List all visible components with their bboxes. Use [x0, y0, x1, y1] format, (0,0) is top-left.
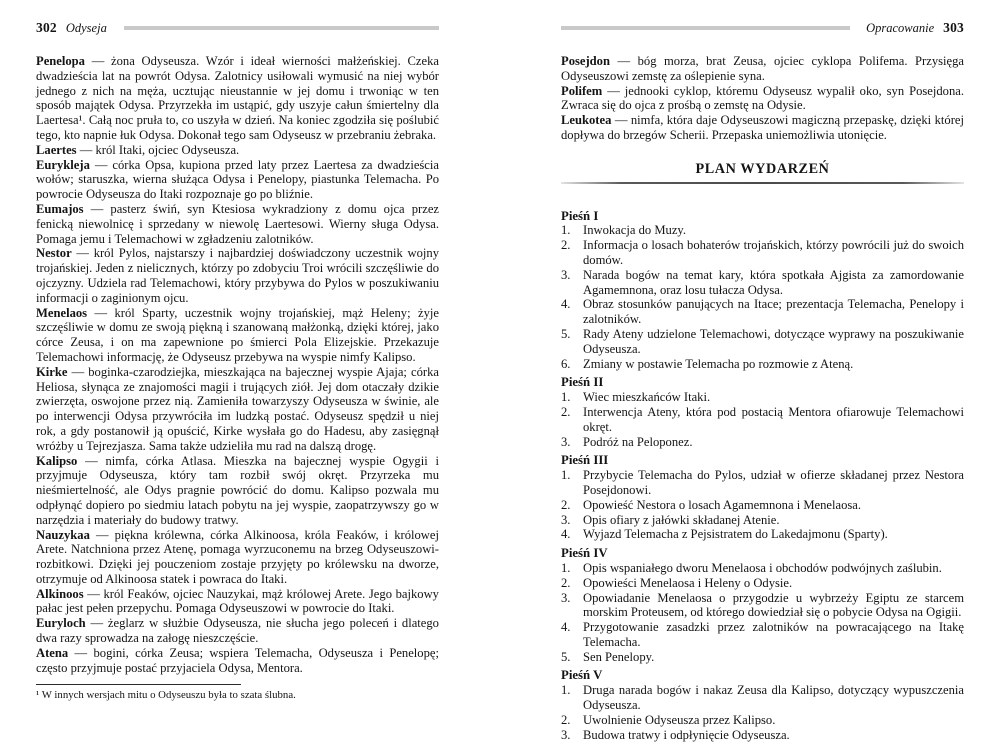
- item-text: Interwencja Ateny, która pod postacią Mentora ofiarowuje Telemachowi okręt.: [583, 404, 964, 434]
- entry-text: — bóg morza, brat Zeusa, ojciec cyklopa Polifema. Przysięga Odyseuszowi zemstę za oślepienie syna.: [561, 54, 964, 83]
- item-number: 2.: [561, 238, 571, 253]
- running-title: Odyseja: [65, 20, 107, 35]
- song-section-1: [561, 209, 964, 372]
- entry-kalipso: [36, 454, 439, 528]
- song-title: Pieśń I: [561, 208, 599, 223]
- item-number: 3.: [561, 727, 571, 742]
- footnote-text: ¹ W innych wersjach mitu o Odyseuszu była to szata ślubna.: [36, 689, 296, 702]
- entry-euryloch: [36, 616, 439, 646]
- entry-term: Nestor: [36, 246, 72, 261]
- page-right: [561, 0, 964, 742]
- plan-item: [561, 561, 964, 576]
- entry-term: Eurykleja: [36, 157, 90, 172]
- item-text: Przygotowanie zasadzki przez zalotników na powracającego na Itakę Telemacha.: [583, 620, 964, 649]
- running-head-right: [561, 21, 964, 35]
- entry-text: — nimfa, która daje Odyseuszowi magiczną przepaskę, dzięki której dopływa do brzegów Scherii. Przepaska uniemożliwia utonięcie.: [561, 113, 964, 142]
- item-number: 3.: [561, 267, 571, 282]
- item-text: Przybycie Telemacha do Pylos, udział w ofierze składanej przez Nestora Posejdonowi.: [583, 468, 964, 497]
- entry-text: — król Feaków, ojciec Nauzykai, mąż królowej Arete. Jego bajkowy pałac jest pełen przepychu. Pomaga Odyseuszowi w powrocie do Itaki.: [36, 586, 439, 616]
- plan-item: [561, 390, 964, 405]
- item-number: 4.: [561, 620, 571, 635]
- song-title: Pieśń II: [561, 375, 604, 390]
- plan-item: [561, 683, 964, 713]
- plan-item: [561, 513, 964, 528]
- entry-text: — pasterz świń, syn Ktesiosa wykradziony z domu ojca przez fenicką niewolnicę i sprzedany w niewolę Laertesowi. Wierny sługa Odysa. Pomaga jemu i Telemachowi w zgładzeniu zalotników.: [36, 201, 439, 246]
- song-section-5: [561, 668, 964, 742]
- item-text: Sen Penelopy.: [583, 649, 655, 664]
- footnote: [36, 684, 439, 702]
- entry-menelaos: [36, 306, 439, 365]
- entry-text: — boginka-czarodziejka, mieszkająca na bajecznej wyspie Ajaja; córka Heliosa, słynąca ze znajomości magii i trujących ziół. Jej dom otaczały dzikie zwierzęta, oswojone przez nią. Zamieniła towarzyszy Odyseusza w świnie, ale po interwencji Odysa przywróciła im ludzką postać. Odyseusz spędził u niej rok, a gdy postanowił ją opuścić, Kirke wysłała go do Hadesu, aby zasięgnął wróżby u Tejrezjasza. Sama także udzieliła mu rad na dalszą drogę.: [36, 364, 439, 453]
- entry-term: Kirke: [36, 364, 68, 379]
- entry-term: Eumajos: [36, 201, 84, 216]
- entry-term: Leukotea: [561, 113, 612, 128]
- item-number: 1.: [561, 683, 571, 698]
- plan-item: [561, 297, 964, 327]
- item-text: Druga narada bogów i nakaz Zeusa dla Kalipso, dotyczący wypuszczenia Odyseusza.: [583, 683, 964, 713]
- entry-text: — piękna królewna, córka Alkinoosa, króla Feaków, i królowej Arete. Natchniona przez Atenę, pomaga wyrzuconemu na brzeg Odyseuszowi-rozbitkowi. Dzięki jej pouczeniom zostaje przyjęty po królewsku na dworze, otrzymuje od Alkinoosa statek i powraca do Itaki.: [36, 527, 439, 586]
- entry-posejdon: [561, 54, 964, 84]
- running-head-left: [36, 21, 439, 35]
- entry-term: Menelaos: [36, 305, 88, 320]
- header-rule: [561, 26, 850, 30]
- page-left: [36, 0, 439, 702]
- song-title: Pieśń IV: [561, 546, 608, 561]
- entry-alkinoos: [36, 587, 439, 617]
- plan-item: [561, 357, 964, 372]
- entry-term: Penelopa: [36, 54, 85, 68]
- entry-term: Nauzykaa: [36, 527, 90, 542]
- item-text: Opis ofiary z jałówki składanej Atenie.: [583, 512, 780, 527]
- running-title: Opracowanie: [866, 20, 935, 35]
- plan-item: [561, 591, 964, 621]
- plan-item: [561, 498, 964, 513]
- entry-text: — bogini, córka Zeusa; wspiera Telemacha, Odyseusza i Penelopę; często przyjmuje postać przyjaciela Odysa, Mentora.: [36, 645, 439, 675]
- item-number: 1.: [561, 390, 571, 405]
- plan-item: [561, 650, 964, 665]
- plan-item: [561, 327, 964, 357]
- entry-text: — król Itaki, ojciec Odyseusza.: [79, 142, 240, 157]
- item-number: 5.: [561, 649, 571, 664]
- entry-nauzykaa: [36, 528, 439, 587]
- entry-atena: [36, 646, 439, 676]
- plan-item: [561, 728, 964, 742]
- item-text: Opowieści Menelaosa i Heleny o Odysie.: [583, 575, 793, 590]
- section-heading-rule: [561, 182, 964, 184]
- item-number: 2.: [561, 404, 571, 419]
- entry-eumajos: [36, 202, 439, 246]
- entry-laertes: [36, 143, 439, 158]
- item-number: 2.: [561, 575, 571, 590]
- entry-polifem: [561, 84, 964, 114]
- plan-item: [561, 223, 964, 238]
- entry-term: Polifem: [561, 83, 603, 98]
- item-number: 2.: [561, 497, 571, 512]
- entry-term: Alkinoos: [36, 586, 84, 601]
- entry-nestor: [36, 246, 439, 305]
- item-text: Opowieść Nestora o losach Agamemnona i Menelaosa.: [583, 497, 862, 512]
- entry-eurykleja: [36, 158, 439, 202]
- plan-item: [561, 620, 964, 650]
- item-number: 3.: [561, 590, 571, 605]
- item-number: 1.: [561, 223, 571, 238]
- entry-term: Kalipso: [36, 453, 78, 468]
- plan-item: [561, 268, 964, 298]
- item-number: 1.: [561, 468, 571, 483]
- character-glossary: [36, 54, 439, 675]
- item-number: 1.: [561, 560, 571, 575]
- character-glossary-continued: [561, 54, 964, 742]
- item-text: Podróż na Peloponez.: [583, 434, 693, 449]
- item-text: Opis wspaniałego dworu Menelaosa i obchodów podwójnych zaślubin.: [583, 560, 942, 575]
- item-text: Opowiadanie Menelaosa o przygodzie u wybrzeży Egiptu ze starcem morskim Proteusem, od którego dowiedział się o pobycie Odysa na Ogigii.: [583, 590, 964, 620]
- item-text: Wyjazd Telemacha z Pejsistratem do Lakedajmonu (Sparty).: [583, 527, 888, 542]
- page-number: 302: [36, 20, 57, 35]
- item-text: Wiec mieszkańców Itaki.: [583, 390, 711, 405]
- item-number: 3.: [561, 434, 571, 449]
- item-number: 6.: [561, 356, 571, 371]
- entry-kirke: [36, 365, 439, 454]
- song-section-3: [561, 453, 964, 542]
- footnote-rule: [36, 684, 241, 685]
- item-number: 4.: [561, 527, 571, 542]
- item-text: Informacja o losach bohaterów trojańskich, którzy powrócili już do swoich domów.: [583, 238, 964, 267]
- page-number: 303: [943, 20, 964, 35]
- song-title: Pieśń III: [561, 453, 609, 468]
- entry-term: Posejdon: [561, 54, 610, 68]
- item-text: Rady Ateny udzielone Telemachowi, dotyczące wyprawy na poszukiwanie Odyseusza.: [583, 326, 964, 356]
- item-text: Obraz stosunków panujących na Itace; prezentacja Telemacha, Penelopy i zalotników.: [583, 297, 964, 327]
- entry-text: — córka Opsa, kupiona przed laty przez Laertesa za dwadzieścia wołów; staruszka, wierna służąca Odysa i Penelopy, piastunka Telemacha. Po powrocie Odyseusza do Itaki rozpoznaje go po bliźnie.: [36, 157, 439, 202]
- item-number: 5.: [561, 326, 571, 341]
- entry-text: — jednooki cyklop, któremu Odyseusz wypalił oko, syn Posejdona. Zwraca się do ojca z prośbą o zemstę na Odysie.: [561, 83, 964, 113]
- item-number: 4.: [561, 297, 571, 312]
- song-section-4: [561, 546, 964, 664]
- entry-term: Laertes: [36, 142, 77, 157]
- item-text: Budowa tratwy i odpłynięcie Odyseusza.: [583, 727, 790, 742]
- plan-item: [561, 238, 964, 268]
- item-number: 2.: [561, 712, 571, 727]
- entry-text: — żeglarz w służbie Odyseusza, nie słucha jego poleceń i dlatego dwa razy sprowadza na załogę nieszczęście.: [36, 616, 439, 646]
- item-text: Inwokacja do Muzy.: [583, 223, 687, 238]
- song-section-2: [561, 375, 964, 449]
- section-heading-plan-wydarzen: PLAN WYDARZEŃ: [695, 160, 830, 177]
- plan-item: [561, 435, 964, 450]
- entry-text: — król Sparty, uczestnik wojny trojańskiej, mąż Heleny; żyje szczęśliwie w domu ze swoją piękną i szanowaną małżonką, dzięki której, jako córce Zeusa, i on ma zapewnione po śmierci Pola Elizejskie. Przekazuje Telemachowi informację, że Odyseusz przebywa na wyspie nimfy Kalipso.: [36, 305, 439, 364]
- item-text: Narada bogów na temat kary, która spotkała Ajgista za zamordowanie Agamemnona, oraz losu tułacza Odysa.: [583, 267, 964, 297]
- entry-text: — nimfa, córka Atlasa. Mieszka na bajecznej wyspie Ogygii i przyjmuje Odyseusza, który tam rozbił swój okręt. Przyrzeka mu nieśmiertelność, ale Odys pragnie powrócić do domu. Kalipso pozwala mu odpłynąć dopiero po siedmiu latach pobytu na jej wyspie, zaopatrzywszy go w narzędzia i materiały do budowy tratwy.: [36, 453, 439, 527]
- plan-item: [561, 405, 964, 435]
- plan-item: [561, 713, 964, 728]
- item-text: Uwolnienie Odyseusza przez Kalipso.: [583, 712, 776, 727]
- plan-item: [561, 527, 964, 542]
- entry-penelopa: [36, 54, 439, 143]
- header-rule: [124, 26, 439, 30]
- song-title: Pieśń V: [561, 668, 603, 683]
- item-text: Zmiany w postawie Telemacha po rozmowie z Ateną.: [583, 356, 854, 371]
- entry-term: Euryloch: [36, 616, 86, 631]
- entry-text: — król Pylos, najstarszy i najbardziej doświadczony uczestnik wojny trojańskiej. Jeden z nielicznych, którzy po zdobyciu Troi wrócili szczęśliwie do ojczyzny. Udziela rad Telemachowi, który przybywa do Pylos w poszukiwaniu informacji o zaginionym ojcu.: [36, 246, 439, 305]
- item-number: 3.: [561, 512, 571, 527]
- entry-term: Atena: [36, 645, 69, 660]
- entry-text: — żona Odyseusza. Wzór i ideał wierności małżeńskiej. Czeka dwadzieścia lat na powrót Odysa. Zalotnicy usiłowali wymusić na niej wybór jednego z nich na męża, ucztując nieustannie w jej domu i trwoniąc w ten sposób majątek Odysa. Przyrzekła im ustąpić, gdy uszyje całun śmiertelny dla Laertesa¹. Całą noc pruła to, co uszyła w dzień. Na koniec zgodziła się poślubić tego, kto napnie łuk Odysa. Dokonał tego sam Odyseusz w przebraniu żebraka.: [36, 54, 439, 142]
- plan-item: [561, 468, 964, 498]
- plan-item: [561, 576, 964, 591]
- entry-leukotea: [561, 113, 964, 143]
